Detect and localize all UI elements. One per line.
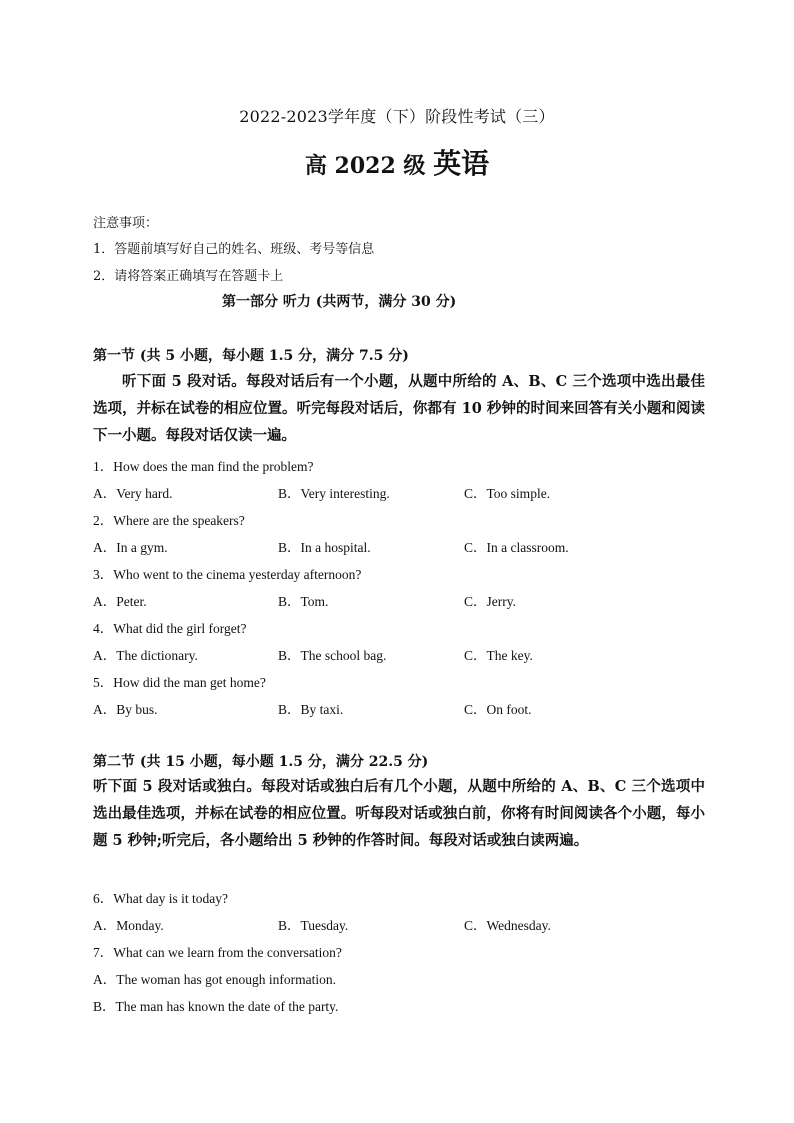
question-stem: 3．Who went to the cinema yesterday afternoon? — [93, 567, 362, 582]
part-title: 第一部分 听力 (共两节，满分 30 分) — [222, 294, 457, 310]
option-c: C．On foot. — [464, 702, 532, 717]
section-title: 第二节 (共 15 小题，每小题 1.5 分，满分 22.5 分) — [93, 754, 429, 770]
option-a: A．The woman has got enough information. — [93, 972, 336, 987]
option-a: A．Very hard. — [93, 486, 173, 501]
section-title: 第一节 (共 5 小题，每小题 1.5 分，满分 7.5 分) — [93, 348, 409, 364]
option-a: A．By bus. — [93, 702, 158, 717]
option-b: B．Very interesting. — [278, 486, 390, 501]
question-stem: 6．What day is it today? — [93, 891, 228, 906]
option-a: A．In a gym. — [93, 540, 168, 555]
subject-title — [0, 142, 794, 182]
option-b: B．In a hospital. — [278, 540, 371, 555]
subject-label: 英语 — [433, 147, 490, 180]
option-a: A．The dictionary. — [93, 648, 198, 663]
notes-heading: 注意事项： — [93, 216, 159, 231]
section-instructions: 听下面 5 段对话或独白。每段对话或独白后有几个小题，从题中所给的 A、B、C 三个选项中选出最佳选项，并标在试卷的相应位置。听每段对话或独白前，你将有时间阅读各个小题，每小题 5 秒钟;听完后，各小题给出 5 秒钟的作答时间。每段对话或独白读两遍。 — [93, 778, 705, 849]
option-b: B．Tuesday. — [278, 918, 349, 933]
section-instructions: 听下面 5 段对话。每段对话后有一个小题，从题中所给的 A、B、C 三个选项中选出最佳选项，并标在试卷的相应位置。听完每段对话后，你都有 10 秒钟的时间来回答有关小题和阅读下一小题。每段对话仅读一遍。 — [93, 373, 705, 444]
question-stem: 2．Where are the speakers? — [93, 513, 245, 528]
grade-label: 高 2022 级 — [304, 153, 426, 179]
option-c: C．Jerry. — [464, 594, 516, 609]
option-a: A．Monday. — [93, 918, 164, 933]
note-item: 2．请将答案正确填写在答题卡上 — [93, 269, 284, 284]
option-c: C．The key. — [464, 648, 533, 663]
option-b: B．The school bag. — [278, 648, 387, 663]
exam-title: 2022-2023学年度（下）阶段性考试（三） — [239, 107, 555, 126]
option-c: C．In a classroom. — [464, 540, 569, 555]
option-a: A．Peter. — [93, 594, 147, 609]
option-b: B．Tom. — [278, 594, 329, 609]
option-b: B．The man has known the date of the party. — [93, 999, 339, 1014]
question-stem: 7．What can we learn from the conversation? — [93, 945, 342, 960]
question-stem: 1．How does the man find the problem? — [93, 459, 314, 474]
option-c: C．Too simple. — [464, 486, 551, 501]
note-item: 1．答题前填写好自己的姓名、班级、考号等信息 — [93, 242, 375, 257]
option-b: B．By taxi. — [278, 702, 344, 717]
question-stem: 4．What did the girl forget? — [93, 621, 247, 636]
option-c: C．Wednesday. — [464, 918, 551, 933]
question-stem: 5．How did the man get home? — [93, 675, 266, 690]
